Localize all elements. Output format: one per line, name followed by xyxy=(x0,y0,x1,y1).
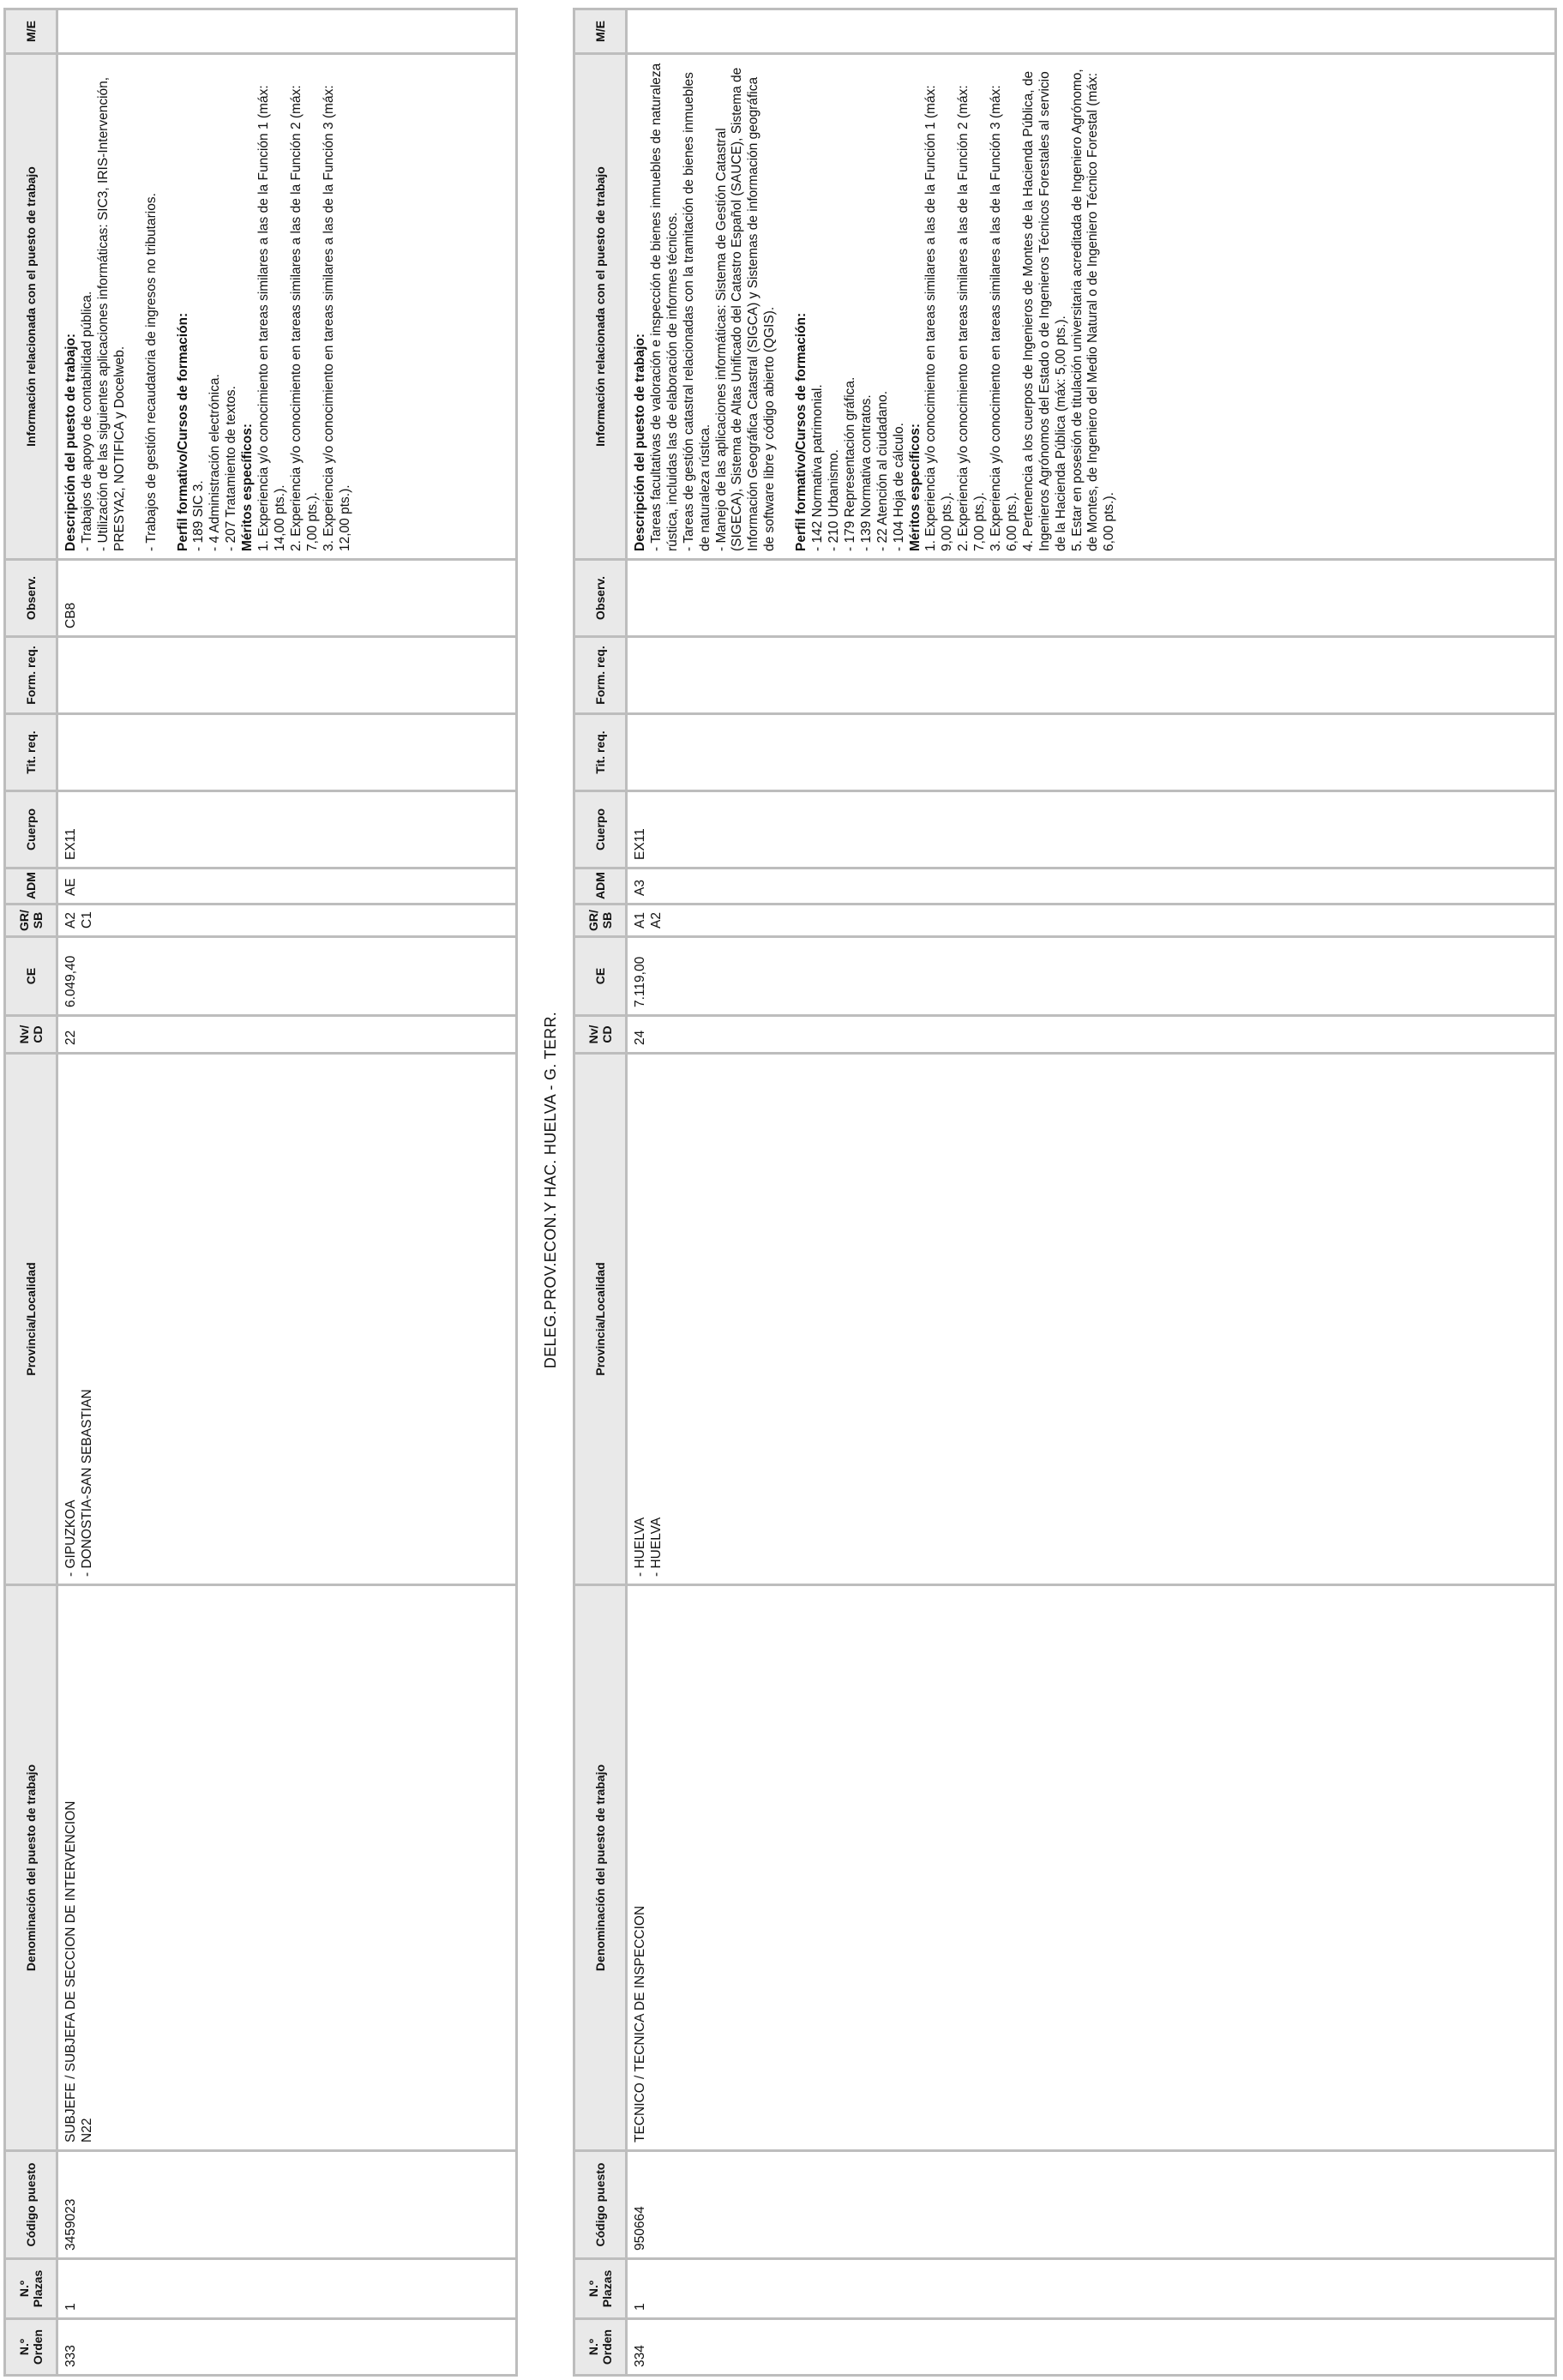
localidad-line: - DONOSTIA-SAN SEBASTIAN xyxy=(79,1389,94,1577)
meritos-title: Méritos específicos: xyxy=(907,423,923,551)
cell-plazas: 1 xyxy=(57,2259,517,2319)
header-info: Información relacionada con el puesto de trabajo xyxy=(5,54,57,560)
cell-adm: AE xyxy=(57,868,517,905)
desc-line: - Trabajos de apoyo de contabilidad pública. xyxy=(79,291,94,551)
merito-line: 2. Experiencia y/o conocimiento en tareas similares a las de la Función 2 (máx: 7,00 pts.). xyxy=(288,85,320,551)
cell-denominacion xyxy=(627,1585,1556,2151)
header-codigo: Código puesto xyxy=(574,2151,627,2259)
header-info: Información relacionada con el puesto de trabajo xyxy=(574,54,627,560)
cell-orden: 333 xyxy=(57,2319,517,2376)
merito-line: 5. Estar en posesión de titulación universitaria acreditada de Ingeniero Agrónomo, de Montes, de Ingeniero del Medio Natural o de Ingeniero Técnico Forestal (máx: 6,00 pts.). xyxy=(1069,69,1117,551)
header-titreq: Tit. req. xyxy=(574,714,627,791)
cell-provincia xyxy=(57,1054,517,1585)
perfil-line: - 189 SIC 3. xyxy=(191,480,207,551)
desc-line: - Tareas facultativas de valoración e inspección de bienes inmuebles de naturaleza rústica, incluidas las de elaboración de informes técnicos. xyxy=(648,63,680,551)
cell-observ: CB8 xyxy=(57,560,517,637)
header-cuerpo: Cuerpo xyxy=(5,791,57,868)
header-plazas: N.º Plazas xyxy=(5,2259,57,2319)
table-header-row xyxy=(5,9,57,2376)
header-observ: Observ. xyxy=(574,560,627,637)
merito-line: 1. Experiencia y/o conocimiento en tareas similares a las de la Función 1 (máx: 14,00 pts.). xyxy=(256,85,287,551)
cell-denominacion xyxy=(57,1585,517,2151)
perfil-line: - 207 Tratamiento de textos. xyxy=(224,386,239,551)
header-cuerpo: Cuerpo xyxy=(574,791,627,868)
merito-line: 3. Experiencia y/o conocimiento en tareas similares a las de la Función 3 (máx: 6,00 pts.). xyxy=(989,85,1019,551)
section-title: DELEG.PROV.ECON.Y HAC. HUELVA - G. TERR. xyxy=(542,1011,559,1369)
merito-line: 4. Pertenencia a los cuerpos de Ingenieros de Montes de la Hacienda Pública, de Ingenieros Agrónomos del Estado o de Ingenieros Técnicos Forestales al servicio de la Hacienda Pública (máx: 5,00 pts.). xyxy=(1020,70,1068,551)
table-row xyxy=(57,9,517,2376)
merito-line: 3. Experiencia y/o conocimiento en tareas similares a las de la Función 3 (máx: 12,00 pts.). xyxy=(321,85,352,551)
perfil-line: - 4 Administración electrónica. xyxy=(207,374,223,551)
denominacion-line: SUBJEFE / SUBJEFA DE SECCION DE INTERVENCION xyxy=(63,1800,78,2143)
cell-grsb xyxy=(57,905,517,937)
desc-line: - Trabajos de gestión recaudatoria de ingresos no tributarios. xyxy=(143,193,159,551)
header-me: M/E xyxy=(5,9,57,54)
gr-line: A2 xyxy=(63,912,78,929)
perfil-line: - 210 Urbanismo. xyxy=(826,449,841,551)
cell-adm: A3 xyxy=(627,868,1556,905)
header-ce: CE xyxy=(574,937,627,1016)
cell-provincia xyxy=(627,1054,1556,1585)
cell-codigo: 950664 xyxy=(627,2151,1556,2259)
provincia-line: - GIPUZKOA xyxy=(63,1500,78,1577)
cell-codigo: 3459023 xyxy=(57,2151,517,2259)
cell-ce: 6.049,40 xyxy=(57,937,517,1016)
header-titreq: Tit. req. xyxy=(5,714,57,791)
cell-me xyxy=(627,9,1556,54)
merito-line: 2. Experiencia y/o conocimiento en tareas similares a las de la Función 2 (máx: 7,00 pts.). xyxy=(956,85,988,551)
denominacion-line: N22 xyxy=(79,2118,94,2143)
desc-title: Descripción del puesto de trabajo: xyxy=(633,333,647,551)
header-plazas: N.º Plazas xyxy=(574,2259,627,2319)
cell-me xyxy=(57,9,517,54)
cell-formreq xyxy=(57,637,517,714)
cell-nivel: 24 xyxy=(627,1016,1556,1054)
header-denominacion: Denominación del puesto de trabajo xyxy=(5,1585,57,2151)
header-formreq: Form. req. xyxy=(5,637,57,714)
cell-orden: 334 xyxy=(627,2319,1556,2376)
sb-line: C1 xyxy=(79,911,94,929)
header-provincia: Provincia/Localidad xyxy=(5,1054,57,1585)
header-orden: N.º Orden xyxy=(574,2319,627,2376)
positions-table-1 xyxy=(3,8,518,2377)
cell-plazas: 1 xyxy=(627,2259,1556,2319)
header-orden: N.º Orden xyxy=(5,2319,57,2376)
header-grsb: GR/ SB xyxy=(5,905,57,937)
cell-cuerpo: EX11 xyxy=(57,791,517,868)
desc-title: Descripción del puesto de trabajo: xyxy=(63,333,78,551)
header-codigo: Código puesto xyxy=(5,2151,57,2259)
perfil-line: - 142 Normativa patrimonial. xyxy=(810,384,826,551)
cell-nivel: 22 xyxy=(57,1016,517,1054)
cell-titreq xyxy=(57,714,517,791)
header-me: M/E xyxy=(574,9,627,54)
merito-line: 1. Experiencia y/o conocimiento en tareas similares a las de la Función 1 (máx: 9,00 pts.). xyxy=(923,85,955,551)
table-row xyxy=(627,9,1556,2376)
perfil-line: - 179 Representación gráfica. xyxy=(842,376,857,551)
cell-info xyxy=(57,54,517,560)
header-provincia: Provincia/Localidad xyxy=(574,1054,627,1585)
header-grsb: GR/ SB xyxy=(574,905,627,937)
perfil-line: - 104 Hoja de cálculo. xyxy=(891,423,906,551)
header-nivel: Nv/ CD xyxy=(574,1016,627,1054)
header-observ: Observ. xyxy=(5,560,57,637)
cell-ce: 7.119,00 xyxy=(627,937,1556,1016)
cell-observ xyxy=(627,560,1556,637)
header-ce: CE xyxy=(5,937,57,1016)
cell-info xyxy=(627,54,1556,560)
header-adm: ADM xyxy=(574,868,627,905)
header-nivel: Nv/ CD xyxy=(5,1016,57,1054)
sb-line: A2 xyxy=(648,912,664,929)
header-adm: ADM xyxy=(5,868,57,905)
cell-cuerpo: EX11 xyxy=(627,791,1556,868)
desc-line: - Manejo de las aplicaciones informáticas: Sistema de Gestión Catastral (SIGECA), Sistema de Altas Unificado del Catastro Español (SAUCE), Sistema de Información Geográfica Catastral (SIGCA) y Sistemas de información geográfica de software libre y código abierto (QGIS). xyxy=(713,67,778,551)
provincia-line: - HUELVA xyxy=(633,1517,647,1577)
header-denominacion: Denominación del puesto de trabajo xyxy=(574,1585,627,2151)
denominacion-line: TECNICO / TECNICA DE INSPECCION xyxy=(633,1905,647,2143)
perfil-line: - 139 Normativa contratos. xyxy=(858,394,874,551)
desc-line: - Tareas de gestión catastral relacionadas con la tramitación de bienes inmuebles de naturaleza rústica. xyxy=(681,72,712,551)
perfil-title: Perfil formativo/Cursos de formación: xyxy=(175,312,190,551)
header-formreq: Form. req. xyxy=(574,637,627,714)
positions-table-2 xyxy=(573,8,1557,2377)
perfil-title: Perfil formativo/Cursos de formación: xyxy=(794,312,809,551)
meritos-title: Méritos específicos: xyxy=(240,423,255,551)
cell-grsb xyxy=(627,905,1556,937)
gr-line: A1 xyxy=(633,912,647,929)
table-header-row xyxy=(574,9,627,2376)
desc-line: - Utilización de las siguientes aplicaciones informáticas: SIC3, IRIS-Intervención, PRESYA2, NOTIFICA y Docelweb. xyxy=(95,76,127,551)
cell-formreq xyxy=(627,637,1556,714)
localidad-line: - HUELVA xyxy=(648,1517,664,1577)
cell-titreq xyxy=(627,714,1556,791)
perfil-line: - 22 Atención al ciudadano. xyxy=(875,391,890,551)
